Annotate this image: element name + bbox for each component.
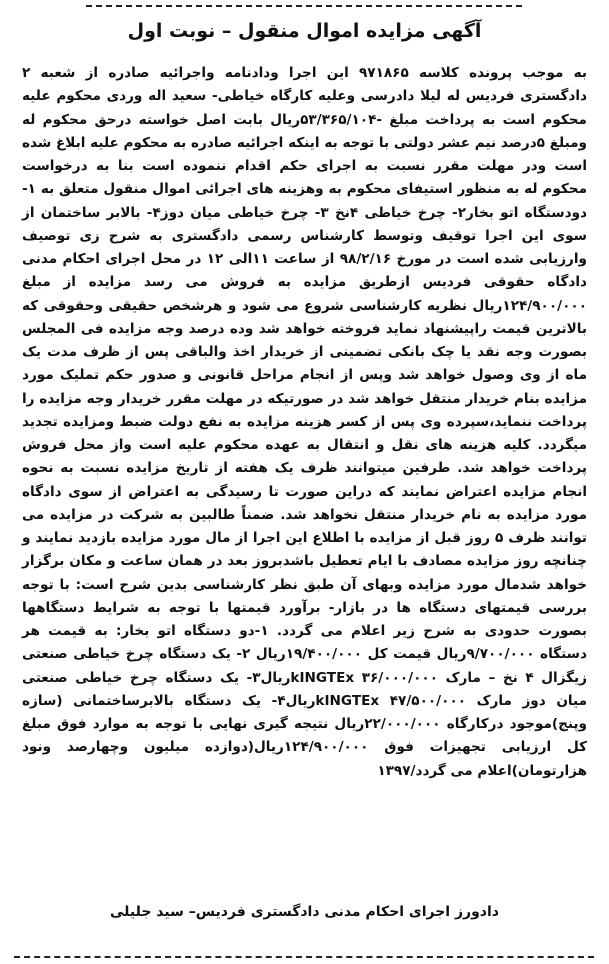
notice-body: به موجب پرونده کلاسه ۹۷۱۸۶۵ این اجرا ودادنامه واجرائیه صادره از شعبه ۲ دادگستری فردیس له لیلا دادرسی وعلیه کارگاه خیاطی- سعید اله وردی محکوم علیه محکوم است به پرداخت مبلغ -۵۳/۳۶۵/۱۰۴ریال بابت اصل خواسته درحق محکوم له ومبلغ ۵درصد نیم عشر دولتی با توجه به اینکه اجرائیه صادره به محکوم علیه ابلاغ شده است ودر مهلت مقرر نسبت به اجرای حکم اقدام ننموده است بنا به درخواست محکوم له به منظور استیفای محکوم به وهزینه های اجرائی اموال منقول متعلق به ۱- دودستگاه اتو بخار۲- چرخ خیاطی ۴نخ ۳- چرخ خیاطی میان دوز۴- بالابر ساختمان از سوی این اجرا توقیف وتوسط کارشناس رسمی دادگستری به شرح زی توصیف وارزیابی شده است در مورخ ۹۸/۲/۱۶ از ساعت ۱۱الی ۱۲ در محل اجرای احکام مدنی دادگاه حقوقی فردیس ازطریق مزایده به فروش می رسد مزایده از مبلغ ۱۲۴/۹۰۰/۰۰۰ریال نظریه کارشناسی شروع می شود و هرشخص حقیقی وحقوقی که بالاترین قیمت راپیشنهاد نماید فروخته خواهد شد وده درصد وجه مزایده فی المجلس بصورت وجه نقد یا چک بانکی تضمینی از خریدار اخذ والباقی پس از ظرف مدت یک ماه از وی وصول خواهد شد وپس از انجام مراحل قانونی و صدور حکم تملیک مورد مزایده بنام خریدار منتقل خواهد شد در صورتیکه در مهلت مقرر خریدار وجه مزایده را پرداخت ننماید،سپرده وی پس از کسر هزینه مزایده به نفع دولت ضبط ومزایده تجدید میگردد. کلیه هزینه های نقل و انتقال به عهده محکوم علیه است واز محل فروش پرداخت خواهد شد. طرفین میتوانند ظرف یک هفته از تاریخ مزایده نسبت به نحوه انجام مزایده اعتراض نمایند که دراین صورت تا رسیدگی به اعتراض از سوی دادگاه مورد مزایده به نام خریدار منتقل نخواهد شد. ضمناً طالبین به شرکت در مزایده می توانند ظرف ۵ روز قبل از مزایده با اطلاع این اجرا از مال مورد مزایده بازدید نمایند و چنانچه روز مزایده مصادف با ایام تعطیل باشدبروز بعد در همان ساعت و مکان برگزار خواهد شدمال مورد مزایده وبهای آن طبق نظر کارشناسی بدین شرح است: با توجه بررسی قیمتهای دستگاه ها در بازار- برآورد قیمتها با توجه به شرایط دستگاهها بصورت حدودی به شرح زیر اعلام می گردد. ۱-دو دستگاه اتو بخار: به قیمت هر دستگاه ۹/۷۰۰/۰۰۰ریال قیمت کل ۱۹/۴۰۰/۰۰۰ریال ۲- یک دستگاه چرخ خیاطی صنعتی زیگزال ۴ نخ – مارک kINGTEx ۳۶/۰۰۰/۰۰۰ریال۳- یک دستگاه چرخ خیاطی صنعتی میان دوز مارک kINGTEx ۴۷/۵۰۰/۰۰۰ریال۴- یک دستگاه بالابرساختمانی (سازه وپنج)موجود درکارگاه ۲۲/۰۰۰/۰۰۰ریال نتیجه گیری نهایی با توجه به موارد فوق مبلغ کل ارزیابی تجهیزات فوق ۱۲۴/۹۰۰/۰۰۰ریال(دوازده میلیون وچهارصد ونود هزارتومان)اعلام می گردد/۱۳۹۷ <box>22 65 588 779</box>
notice-title: آگهی مزایده اموال منقول – نوبت اول <box>127 20 482 42</box>
notice-signature: دادورز اجرای احکام مدنی دادگستری فردیس– سید جلیلی <box>110 904 499 920</box>
bottom-dashed-rule <box>14 956 594 958</box>
top-dashed-rule <box>86 5 522 7</box>
